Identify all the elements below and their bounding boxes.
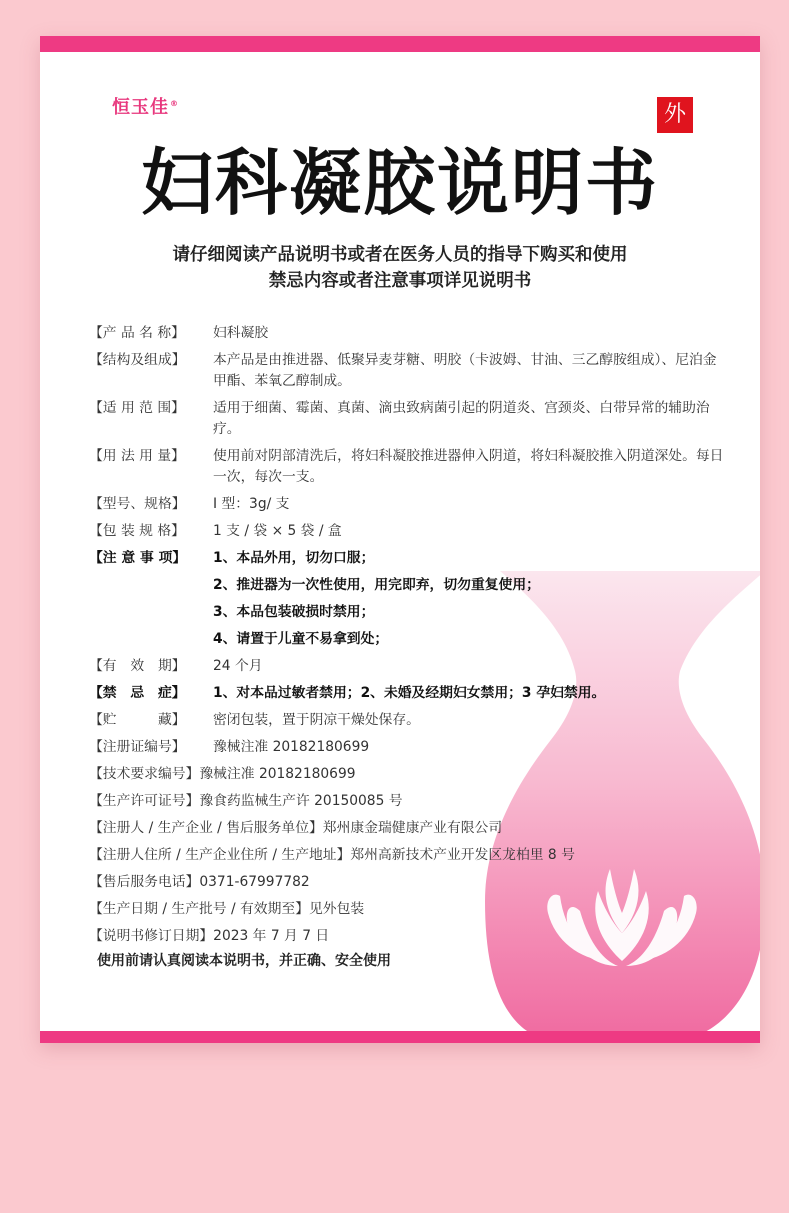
note-item: 2、推进器为一次性使用，用完即弃，切勿重复使用； (213, 577, 540, 593)
note-item: 1、本品外用，切勿口服； (213, 550, 375, 566)
field-validity: 【有 效 期】 24 个月 (89, 658, 263, 674)
field-service-phone: 【售后服务电话】0371-67997782 (89, 874, 310, 890)
field-address: 【注册人住所 / 生产企业住所 / 生产地址】郑州高新技术产业开发区龙柏里 8 号 (89, 847, 575, 863)
spec-fields (89, 323, 729, 947)
field-scope: 【适 用 范 围】 适用于细菌、霉菌、真菌、滴虫致病菌引起的阴道炎、宫颈炎、白带异常的辅助治疗。 (89, 400, 710, 437)
field-product-name: 【产 品 名 称】 妇科凝胶 (89, 325, 269, 341)
external-use-badge: 外 (657, 97, 693, 133)
field-model: 【型号、规格】 I 型：3g/ 支 (89, 496, 290, 512)
field-registration-number: 【注册证编号】 豫械注准 20182180699 (89, 739, 370, 755)
field-revision-date: 【说明书修订日期】2023 年 7 月 7 日 (89, 928, 330, 944)
field-composition: 【结构及组成】 本产品是由推进器、低聚异麦芽糖、明胶（卡波姆、甘油、三乙醇胺组成）、尼泊金甲酯、苯氧乙醇制成。 (89, 352, 717, 389)
subtitle-line-2: 禁忌内容或者注意事项详见说明书 (268, 271, 532, 291)
field-packaging: 【包 装 规 格】 1 支 / 袋 × 5 袋 / 盒 (89, 523, 342, 539)
top-accent-band (40, 36, 760, 52)
note-item: 4、请置于儿童不易拿到处； (213, 631, 389, 647)
field-registrant: 【注册人 / 生产企业 / 售后服务单位】郑州康金瑞健康产业有限公司 (89, 820, 503, 836)
brand-logo: 恒玉佳® (112, 97, 179, 118)
field-production-license: 【生产许可证号】豫食药监械生产许 20150085 号 (89, 793, 403, 809)
field-notes: 【注 意 事 项】 1、本品外用，切勿口服； 2、推进器为一次性使用，用完即弃，切勿重复使用； 3、本品包装破损时禁用； 4、请置于儿童不易拿到处； (89, 548, 729, 650)
instruction-card (40, 36, 760, 1043)
field-contraindications: 【禁 忌 症】 1、对本品过敏者禁用；2、未婚及经期妇女禁用；3 孕妇禁用。 (89, 685, 606, 701)
field-storage: 【贮 藏】 密闭包装，置于阴凉干燥处保存。 (89, 712, 420, 728)
field-production-date: 【生产日期 / 生产批号 / 有效期至】见外包装 (89, 901, 365, 917)
note-item: 3、本品包装破损时禁用； (213, 604, 375, 620)
field-usage: 【用 法 用 量】 使用前对阴部清洗后，将妇科凝胶推进器伸入阴道，将妇科凝胶推入阴道深处。每日一次，每次一支。 (89, 448, 724, 485)
field-tech-requirement: 【技术要求编号】豫械注准 20182180699 (89, 766, 356, 782)
bottom-accent-band (40, 1031, 760, 1043)
footer-note: 使用前请认真阅读本说明书，并正确、安全使用 (97, 953, 391, 969)
subtitle-line-1: 请仔细阅读产品说明书或者在医务人员的指导下购买和使用 (172, 245, 628, 265)
document-title: 妇科凝胶说明书 (140, 141, 659, 225)
